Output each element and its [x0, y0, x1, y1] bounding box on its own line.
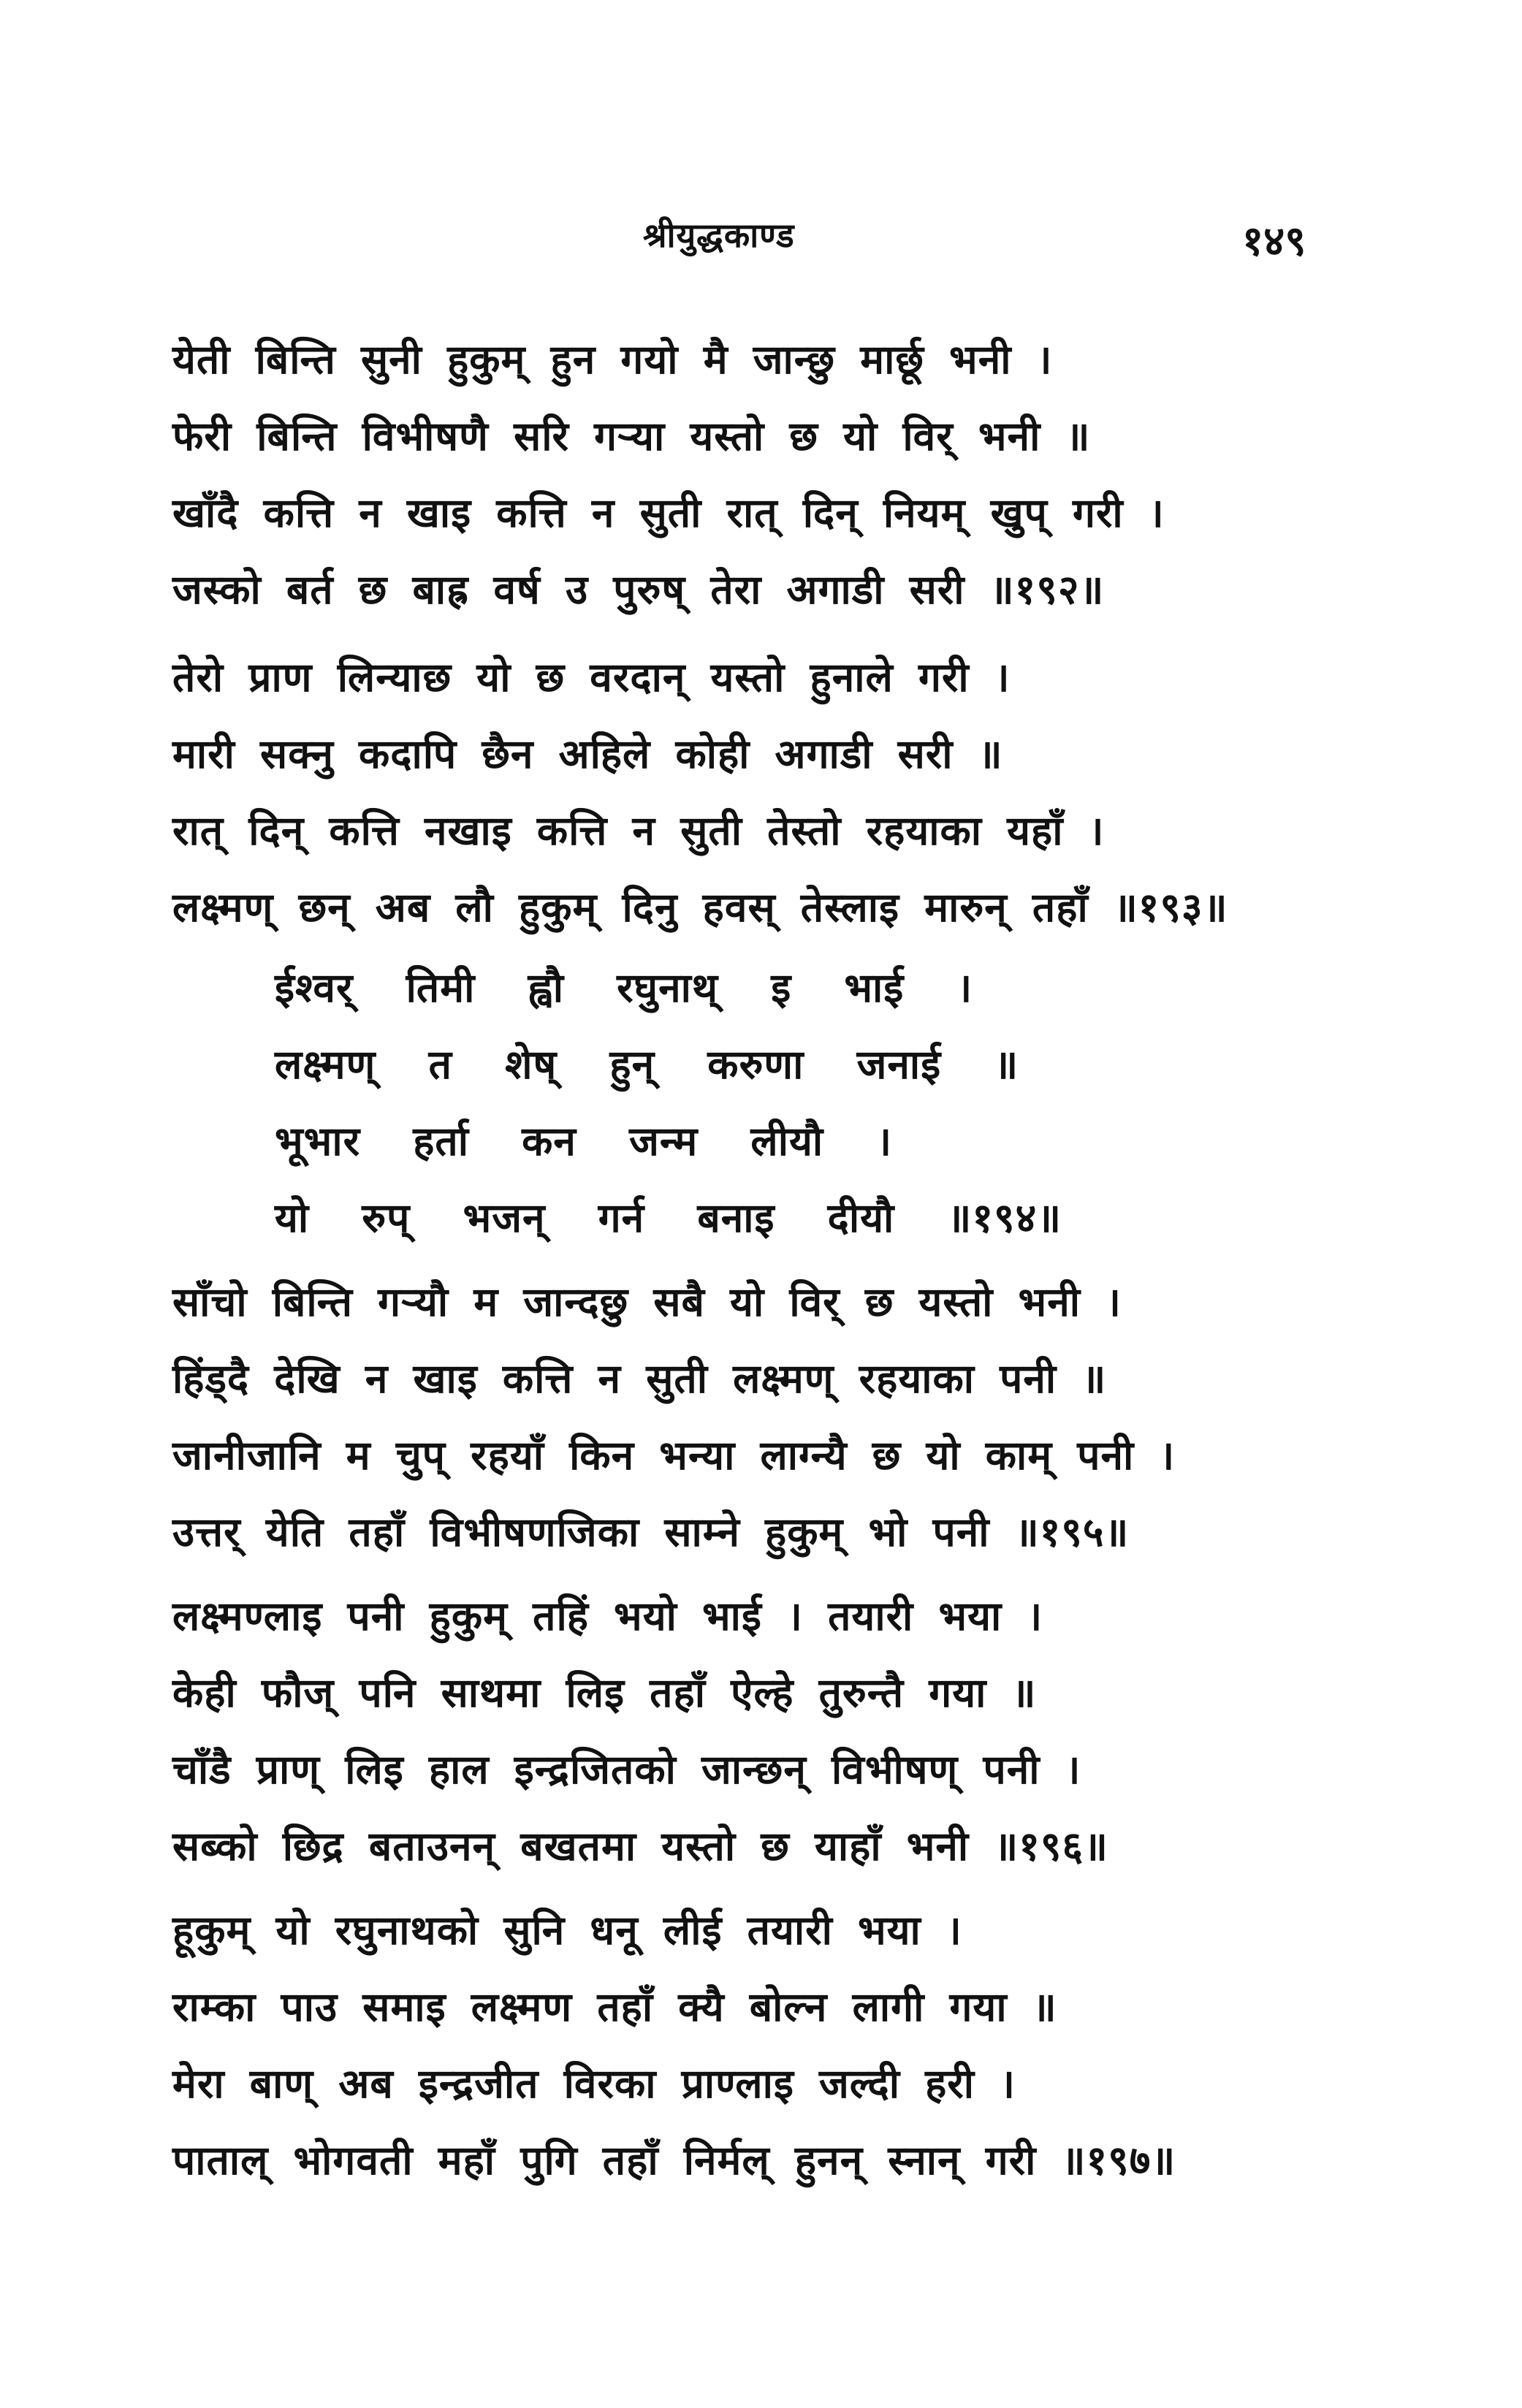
verse-line: राम्का पाउ समाइ लक्ष्मण तहाँ क्यै बोल्न लागी गया ॥ — [172, 1984, 1057, 2030]
verse-stanza-192 — [172, 321, 1327, 628]
verse-line: हूकुम् यो रघुनाथको सुनि धनू लीई तयारी भया । — [172, 1907, 962, 1954]
verse-line: साँचो बिन्ति गऱ्यौ म जान्दछु सबै यो विर् छ यस्तो भनी । — [172, 1279, 1122, 1325]
verse-line: लक्ष्मण् त शेष् हुन् करुणा जनाई ॥ — [275, 1041, 1019, 1088]
verse-line: रात् दिन् कत्ति नखाइ कत्ति न सुती तेस्तो रहयाका यहाँ । — [172, 807, 1105, 854]
verse-line: यो रुप् भजन् गर्न बनाइ दीयौ ॥१९४॥ — [275, 1195, 1062, 1241]
page-header — [0, 212, 1522, 270]
verse-line: ईश्वर् तिमी ह्वौ रघुनाथ् इ भाई । — [275, 964, 973, 1011]
verse-line: फेरी बिन्ति विभीषणै सरि गऱ्या यस्तो छ यो विर् भनी ॥ — [172, 413, 1091, 460]
verse-stanza-197 — [172, 1892, 1327, 2199]
verse-line: येती बिन्ति सुनी हुकुम् हुन गयो मै जान्छु मार्छू भनी । — [172, 336, 1053, 383]
verse-line: पाताल् भोगवती महाँ पुगि तहाँ निर्मल् हुनन् स्नान् गरी ॥१९७॥ — [172, 2137, 1176, 2184]
verse-line: खाँदै कत्ति न खाइ कत्ति न सुती रात् दिन् नियम् खुप् गरी । — [172, 489, 1165, 536]
verse-line: हिंड्दै देखि न खाइ कत्ति न सुती लक्ष्मण् रहयाका पनी ॥ — [172, 1355, 1107, 1402]
verse-stanza-194 — [275, 950, 1225, 1257]
verse-line: मारी सक्नु कदापि छैन अहिले कोही अगाडी सरी ॥ — [172, 731, 1003, 777]
verse-line: लक्ष्मण्लाइ पनी हुकुम् तहिं भयो भाई । तयारी भया । — [172, 1593, 1043, 1639]
verse-line: जस्को बर्त छ बाह्र वर्ष उ पुरुष् तेरा अगाडी सरी ॥१९२॥ — [172, 566, 1105, 613]
verse-line: तेरो प्राण लिन्याछ यो छ वरदान् यस्तो हुनाले गरी । — [172, 654, 1011, 701]
verse-line: लक्ष्मण् छन् अब लौ हुकुम् दिनु हवस् तेस्लाइ मारुन् तहाँ ॥१९३॥ — [172, 884, 1228, 931]
verse-line: उत्तर् येति तहाँ विभीषणजिका साम्ने हुकुम् भो पनी ॥१९५॥ — [172, 1509, 1130, 1555]
verse-line: चाँडै प्राण् लिइ हाल इन्द्रजितको जान्छन् विभीषण् पनी । — [172, 1746, 1081, 1793]
verse-line: सब्को छिद्र बताउनन् बखतमा यस्तो छ याहाँ भनी ॥१९६॥ — [172, 1823, 1108, 1870]
verse-stanza-195 — [172, 1264, 1327, 1571]
page-number: १४९ — [1242, 218, 1306, 265]
running-title: श्रीयुद्धकाण्ड — [643, 216, 795, 255]
verse-line: मेरा बाण् अब इन्द्रजीत विरका प्राण्लाइ जल्दी हरी । — [172, 2060, 1016, 2107]
verse-line: जानीजानि म चुप् रहयाँ किन भन्या लाग्न्यै छ यो काम् पनी । — [172, 1432, 1176, 1479]
verse-line: केही फौज् पनि साथमा लिइ तहाँ ऐल्हे तुरुन्तै गया ॥ — [172, 1669, 1037, 1716]
verse-line: भूभार हर्ता कन जन्म लीयौ । — [275, 1118, 893, 1165]
verse-stanza-193 — [172, 639, 1327, 946]
verse-stanza-196 — [172, 1578, 1327, 1885]
